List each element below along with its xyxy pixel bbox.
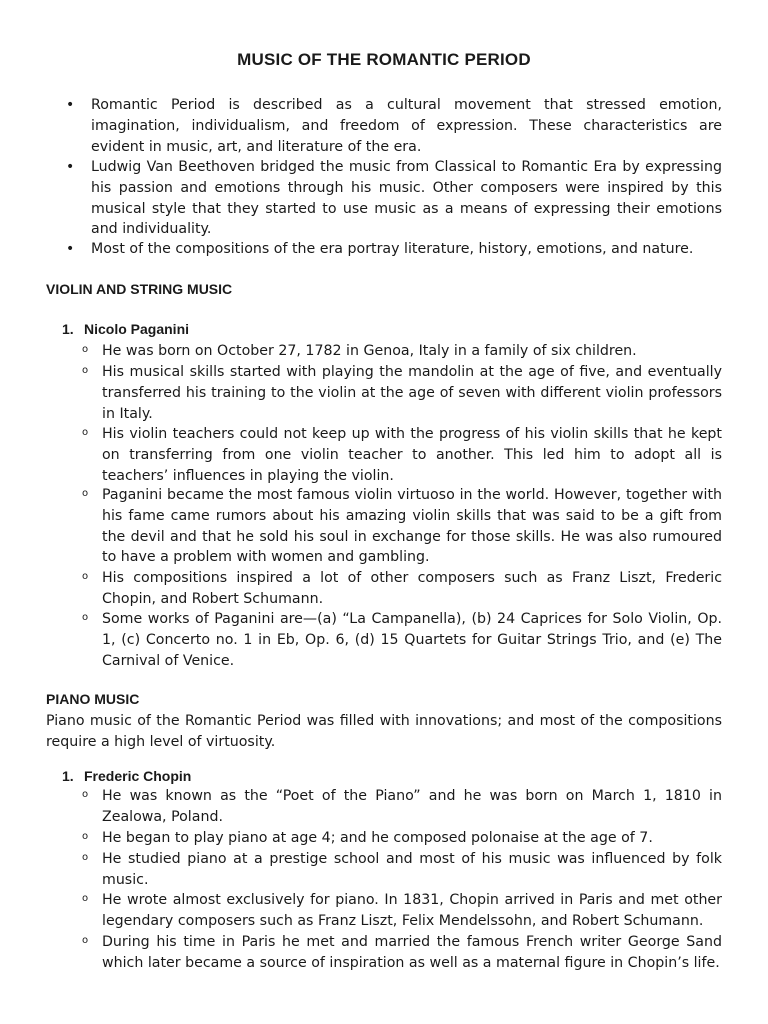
fact-item: o Paganini became the most famous violin virtuoso in the world. However, together with his fame came rumors about his amazing violin skills that was said to be a gift from the devil and that he sold his soul in exchange for those skills. He was also rumoured to have a problem with women and gambling. — [102, 485, 722, 568]
fact-item: o His musical skills started with playing the mandolin at the age of five, and eventually transferred his training to the violin at the age of seven with different violin professors in Italy. — [102, 362, 722, 424]
fact-item: o During his time in Paris he met and married the famous French writer George Sand which later became a source of inspiration as well as a maternal figure in Chopin’s life. — [102, 932, 722, 974]
fact-item: o His compositions inspired a lot of other composers such as Franz Liszt, Frederic Chopin, and Robert Schumann. — [102, 568, 722, 610]
intro-bullet: • Most of the compositions of the era portray literature, history, emotions, and nature. — [91, 239, 722, 260]
composer-number: 1. — [62, 321, 74, 337]
section-heading-piano: PIANO MUSIC — [46, 691, 140, 707]
composer-heading-chopin — [62, 768, 191, 784]
fact-item: o He studied piano at a prestige school and most of his music was influenced by folk music. — [102, 849, 722, 891]
fact-item: o He wrote almost exclusively for piano. In 1831, Chopin arrived in Paris and met other legendary composers such as Franz Liszt, Felix Mendelssohn, and Robert Schumann. — [102, 890, 722, 932]
composer-number: 1. — [62, 768, 74, 784]
fact-item: o His violin teachers could not keep up with the progress of his violin skills that he kept on transferring from one violin teacher to another. This led him to adopt all is teachers’ influences in playing the violin. — [102, 424, 722, 486]
section-intro: Piano music of the Romantic Period was filled with innovations; and most of the compositions require a high level of virtuosity. — [46, 713, 722, 750]
page-title: MUSIC OF THE ROMANTIC PERIOD — [237, 50, 531, 69]
fact-item: o He began to play piano at age 4; and he composed polonaise at the age of 7. — [102, 828, 722, 849]
composer-name: Frederic Chopin — [84, 768, 192, 784]
composer-heading-paganini — [62, 321, 189, 337]
fact-item: o Some works of Paganini are—(a) “La Campanella), (b) 24 Caprices for Solo Violin, Op. 1, (c) Concerto no. 1 in Eb, Op. 6, (d) 15 Quartets for Guitar Strings Trio, and (e) The Carnival of Venice. — [102, 609, 722, 671]
section-heading-violin: VIOLIN AND STRING MUSIC — [46, 281, 233, 297]
intro-bullet: • Ludwig Van Beethoven bridged the music from Classical to Romantic Era by expressing his passion and emotions through his music. Other composers were inspired by this musical style that they started to use music as a means of expressing their emotions and individuality. — [91, 157, 722, 240]
fact-item: o He was known as the “Poet of the Piano” and he was born on March 1, 1810 in Zealowa, Poland. — [102, 786, 722, 828]
intro-bullet: • Romantic Period is described as a cultural movement that stressed emotion, imagination, individualism, and freedom of expression. These characteristics are evident in music, art, and literature of the era. — [91, 95, 722, 157]
fact-item: o He was born on October 27, 1782 in Genoa, Italy in a family of six children. — [102, 341, 722, 362]
composer-name: Nicolo Paganini — [84, 321, 190, 337]
